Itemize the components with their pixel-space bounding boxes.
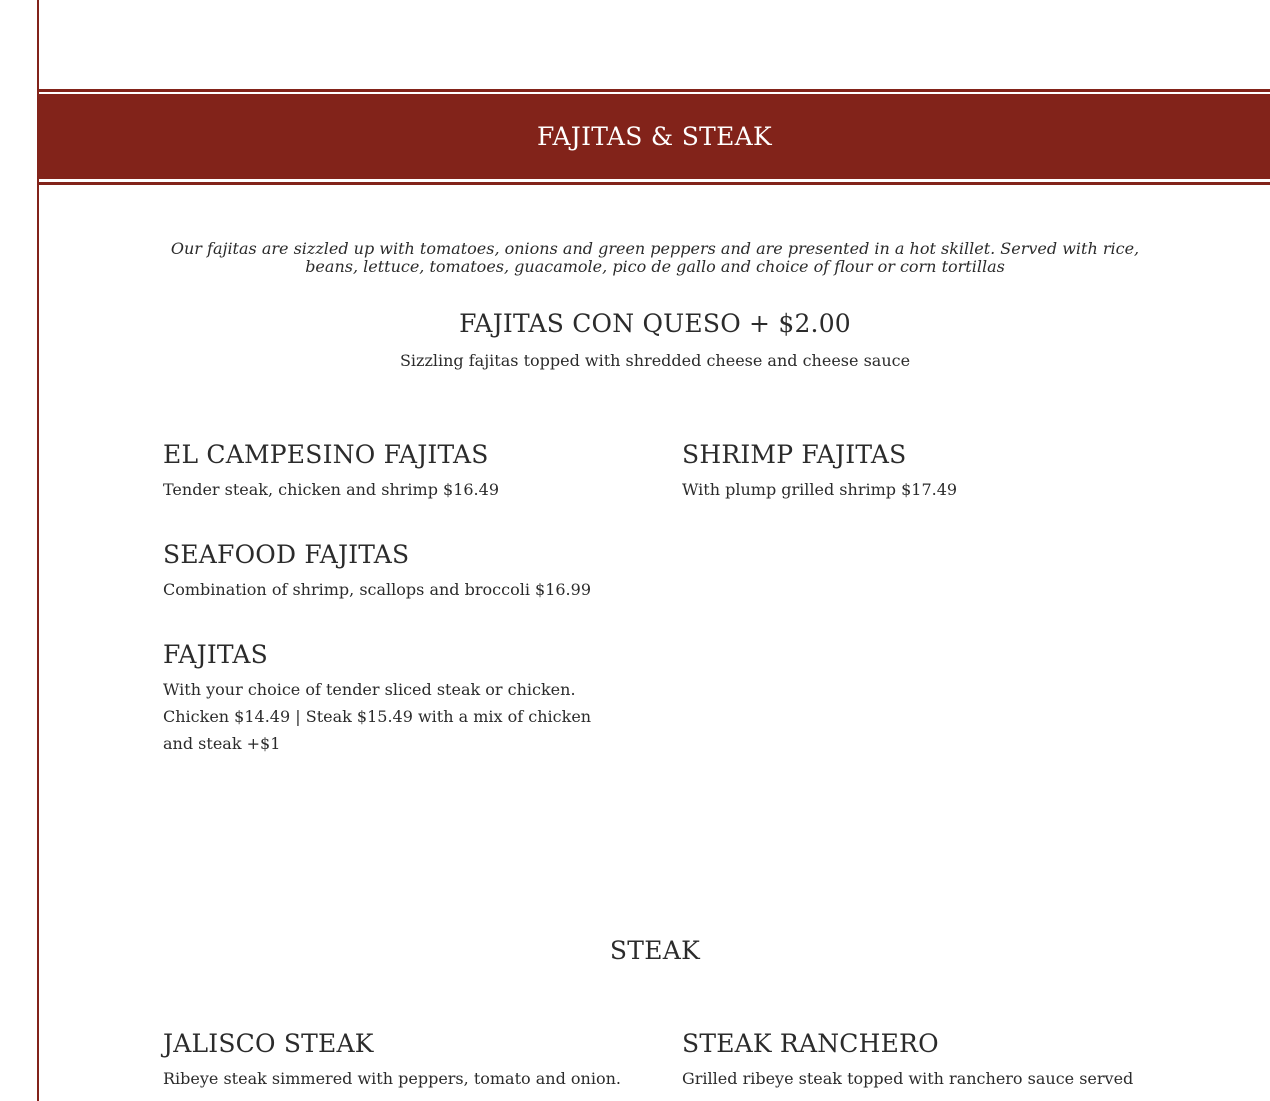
- menu-item-shrimp-fajitas: [682, 440, 1157, 503]
- menu-item-name: STEAK RANCHERO: [682, 1029, 939, 1058]
- banner-top-rule: [39, 89, 1270, 92]
- menu-item-steak-ranchero: [682, 1029, 1157, 1092]
- menu-item-fajitas: [163, 640, 623, 757]
- menu-item-description: With your choice of tender sliced steak or chicken. Chicken $14.49 | Steak $15.49 with a mix of chicken and steak +$1: [163, 680, 592, 753]
- section-title-fajitas-steak: FAJITAS & STEAK: [536, 122, 773, 151]
- queso-addon-description: Sizzling fajitas topped with shredded cheese and cheese sauce: [399, 351, 911, 370]
- menu-item-name: SEAFOOD FAJITAS: [163, 540, 410, 569]
- menu-item-el-campesino-fajitas: [163, 440, 638, 503]
- menu-item-description: Grilled ribeye steak topped with ranchero sauce served: [682, 1069, 1134, 1088]
- menu-item-name: FAJITAS: [163, 640, 269, 669]
- menu-item-description: Ribeye steak simmered with peppers, tomato and onion.: [163, 1069, 621, 1088]
- menu-item-description: Tender steak, chicken and shrimp $16.49: [163, 480, 499, 499]
- menu-item-name: EL CAMPESINO FAJITAS: [163, 440, 489, 469]
- section-title-steak: STEAK: [609, 936, 701, 965]
- menu-item-description: Combination of shrimp, scallops and broccoli $16.99: [163, 580, 591, 599]
- fajitas-intro: Our fajitas are sizzled up with tomatoes, onions and green peppers and are presented in a hot skillet. Served with rice, beans, lettuce, tomatoes, guacamole, pico de gallo and choice of flour or corn tortillas: [170, 239, 1140, 276]
- menu-item-description: With plump grilled shrimp $17.49: [682, 480, 958, 499]
- queso-addon-title: FAJITAS CON QUESO + $2.00: [459, 309, 851, 338]
- menu-item-seafood-fajitas: [163, 540, 638, 603]
- menu-item-jalisco-steak: [163, 1029, 638, 1092]
- menu-item-name: JALISCO STEAK: [163, 1029, 374, 1058]
- banner-bottom-rule: [39, 182, 1270, 185]
- section-banner: [39, 89, 1270, 185]
- menu-item-name: SHRIMP FAJITAS: [682, 440, 907, 469]
